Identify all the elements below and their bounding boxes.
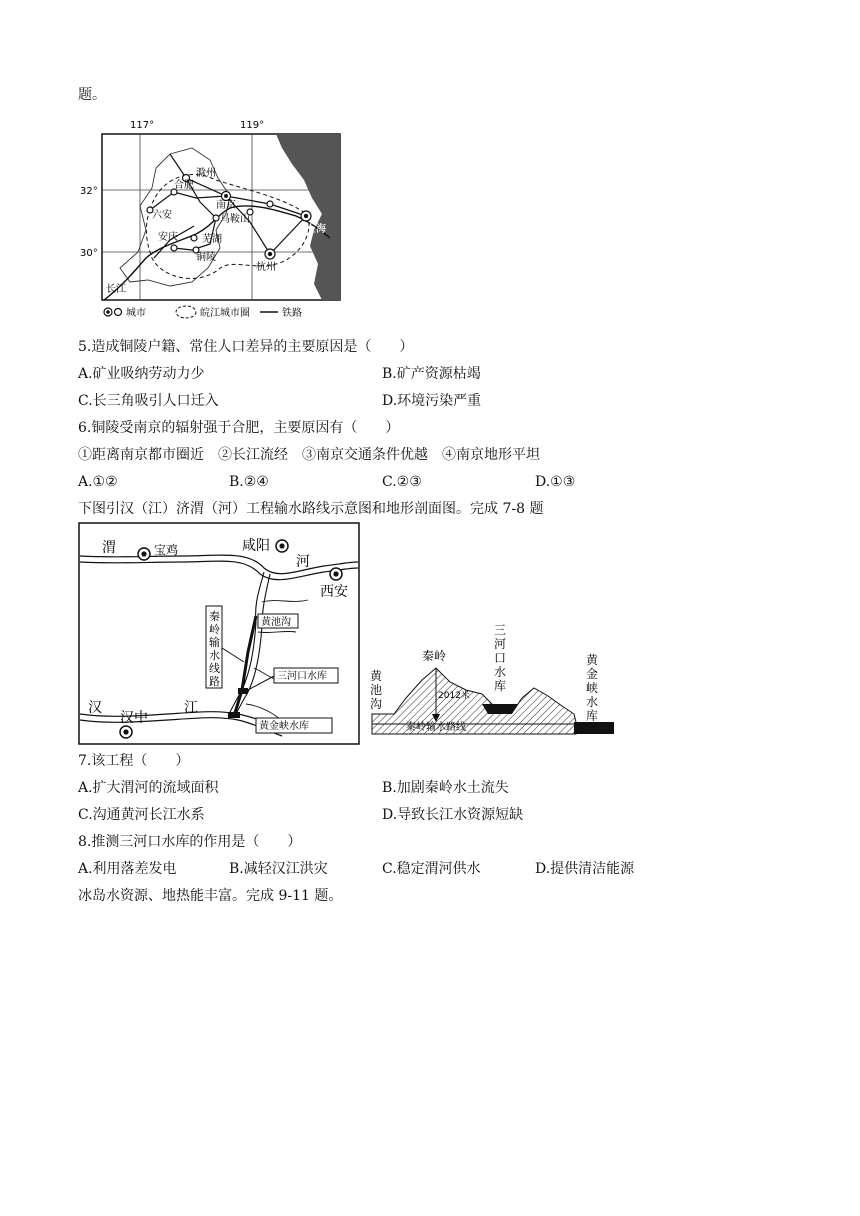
- q7-option-a[interactable]: A.扩大渭河的流域面积: [78, 780, 219, 796]
- label-huangchigou: 黄池沟: [261, 617, 291, 628]
- lat-30: 30°: [80, 248, 98, 259]
- q6-option-d[interactable]: D.①③: [535, 474, 576, 490]
- q5-option-a[interactable]: A.矿业吸纳劳动力少: [78, 366, 205, 382]
- profile-tunnel: 秦岭输水路线: [406, 722, 466, 733]
- lon-119: 119°: [240, 120, 265, 131]
- label-sanhekou: 三河口水库: [277, 671, 327, 682]
- route-char-2: 岭: [209, 623, 220, 636]
- q6-option-b[interactable]: B.②④: [229, 474, 269, 490]
- q7-option-d[interactable]: D.导致长江水资源短缺: [382, 807, 524, 823]
- city-xianyang: 咸阳: [242, 538, 270, 554]
- river-yangtze: 长江: [106, 284, 126, 295]
- profile-hcg-2: 池: [370, 683, 383, 697]
- profile-hcg-1: 黄: [370, 669, 383, 683]
- q8-option-d[interactable]: D.提供清洁能源: [535, 861, 635, 877]
- q8-option-b[interactable]: B.减轻汉江洪灾: [229, 861, 328, 877]
- profile-hjx-1: 黄: [586, 653, 599, 667]
- lon-117: 117°: [130, 120, 155, 131]
- diversion-map: [78, 522, 362, 746]
- city-maanshan: 马鞍山: [220, 214, 250, 225]
- wanjiang-map: [80, 118, 344, 320]
- q6-items: ①距离南京都市圈近 ②长江流经 ③南京交通条件优越 ④南京地形平坦: [78, 447, 540, 463]
- route-char-6: 路: [209, 675, 220, 688]
- q8-option-c[interactable]: C.稳定渭河供水: [382, 861, 481, 877]
- q5-option-b[interactable]: B.矿产资源枯竭: [382, 366, 481, 382]
- route-char-1: 秦: [209, 610, 220, 623]
- profile-hjx-5: 库: [586, 709, 599, 723]
- river-jiang: 江: [184, 700, 198, 716]
- legend-rail: 铁路: [282, 308, 302, 319]
- city-wuhu: 芜湖: [202, 234, 222, 245]
- city-tongling: 铜陵: [196, 252, 216, 263]
- profile-shk-4: 水: [494, 665, 507, 679]
- intro-9-11: 冰岛水资源、地热能丰富。完成 9-11 题。: [78, 888, 343, 904]
- profile-shk-1: 三: [494, 623, 507, 637]
- legend-city: 城市: [126, 308, 146, 319]
- profile-shk-2: 河: [494, 637, 507, 651]
- lat-32: 32°: [80, 186, 98, 197]
- route-char-4: 水: [209, 649, 220, 662]
- profile-shk-5: 库: [494, 679, 507, 693]
- river-han: 汉: [88, 700, 102, 716]
- profile-hcg-3: 沟: [370, 697, 383, 711]
- q5-stem: 5.造成铜陵户籍、常住人口差异的主要原因是（ ）: [78, 339, 414, 355]
- profile-hjx-3: 峡: [586, 681, 599, 695]
- profile-qinling: 秦岭: [422, 649, 447, 663]
- city-hefei: 合肥: [174, 180, 194, 191]
- city-shanghai: 上海: [306, 224, 326, 235]
- city-hanzhong: 汉中: [120, 710, 148, 726]
- city-hangzhou: 杭州: [256, 262, 276, 273]
- q6-option-a[interactable]: A.①②: [78, 474, 118, 490]
- city-nanjing: 南京: [216, 200, 236, 211]
- river-wei: 渭: [102, 540, 116, 556]
- label-huangjinxia: 黄金峡水库: [259, 721, 309, 732]
- city-baoji: 宝鸡: [154, 543, 179, 557]
- q8-stem: 8.推测三河口水库的作用是（ ）: [78, 834, 302, 850]
- q7-option-c[interactable]: C.沟通黄河长江水系: [78, 807, 205, 823]
- q7-stem: 7.该工程（ ）: [78, 753, 190, 769]
- profile-shk-3: 口: [494, 651, 507, 665]
- river-he: 河: [296, 554, 310, 570]
- city-anqing: 安庆: [158, 232, 178, 243]
- profile-height: 2012米: [438, 691, 470, 701]
- q7-option-b[interactable]: B.加剧秦岭水土流失: [382, 780, 509, 796]
- route-char-3: 输: [209, 636, 220, 649]
- profile-hjx-4: 水: [586, 695, 599, 709]
- city-xian: 西安: [320, 584, 348, 600]
- lead-line: 题。: [78, 87, 106, 103]
- profile-hjx-2: 金: [586, 667, 599, 681]
- q6-stem: 6.铜陵受南京的辐射强于合肥，主要原因有（ ）: [78, 420, 400, 436]
- q5-option-d[interactable]: D.环境污染严重: [382, 393, 482, 409]
- route-char-5: 线: [209, 662, 220, 675]
- q5-option-c[interactable]: C.长三角吸引人口迁入: [78, 393, 219, 409]
- legend-circle: 皖江城市圈: [200, 308, 250, 319]
- city-luan: 六安: [152, 210, 172, 221]
- city-chuzhou: 滁州: [196, 168, 216, 179]
- q6-option-c[interactable]: C.②③: [382, 474, 422, 490]
- q8-option-a[interactable]: A.利用落差发电: [78, 861, 177, 877]
- intro-7-8: 下图引汉（江）济渭（河）工程输水路线示意图和地形剖面图。完成 7-8 题: [78, 501, 544, 517]
- terrain-profile: [366, 622, 618, 742]
